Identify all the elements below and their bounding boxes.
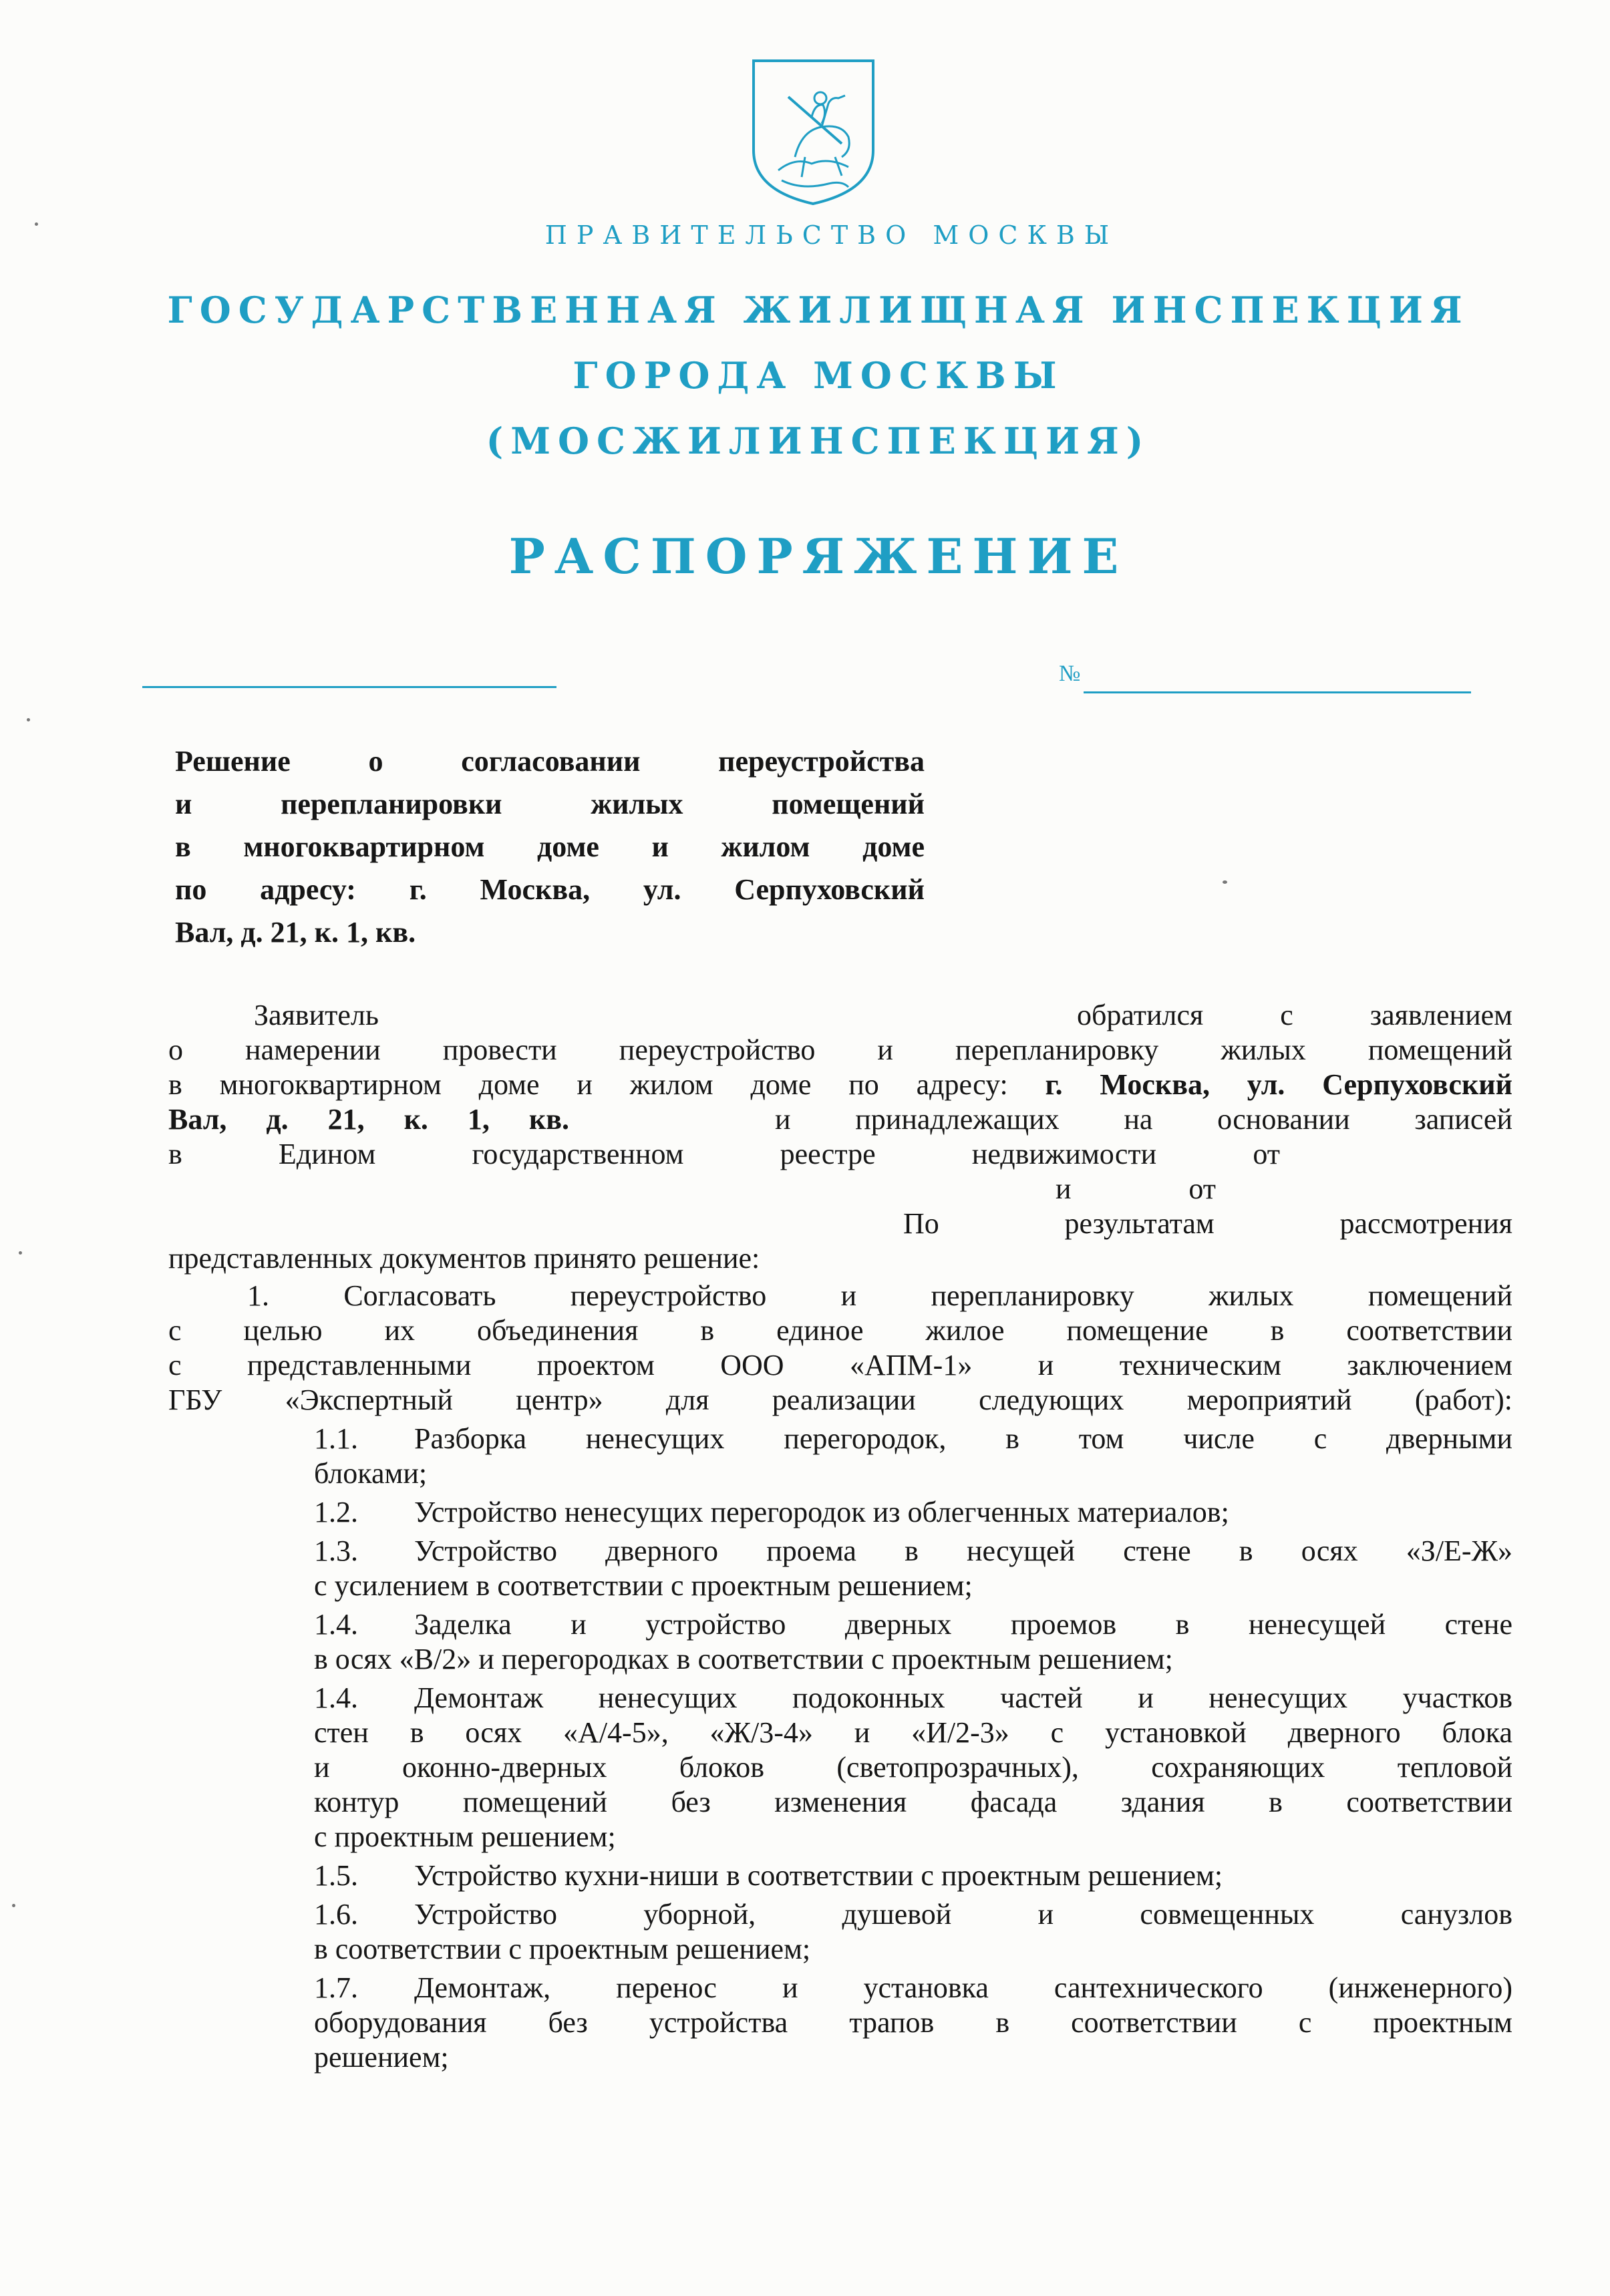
document-type-title: РАСПОРЯЖЕНИЕ (508, 528, 1128, 585)
scan-speck (19, 1251, 22, 1255)
body-text: о намерении провести переустройство и перепланировку жилых помещений (168, 1033, 1512, 1066)
subject-line: по адресу: г. Москва, ул. Серпуховский (175, 873, 925, 906)
moscow-coat-of-arms-icon (748, 57, 878, 207)
body-text: По результатам рассмотрения (903, 1207, 1512, 1240)
list-item: решением; (314, 2041, 449, 2074)
list-item: 1.7. Демонтаж, перенос и установка сантехнического (инженерного) (314, 1971, 1512, 2004)
body-text: Заявитель (254, 999, 379, 1031)
list-item: 1.3. Устройство дверного проема в несущей стене в осях «З/Е-Ж» (314, 1534, 1512, 1567)
decision-text: ГБУ «Экспертный центр» для реализации следующих мероприятий (работ): (168, 1383, 1512, 1416)
decision-text: с целью их объединения в единое жилое помещение в соответствии (168, 1314, 1512, 1347)
body-text: представленных документов принято решение: (168, 1242, 760, 1275)
list-item: 1.5. Устройство кухни-ниши в соответствии с проектным решением; (314, 1859, 1223, 1892)
body-text: в многоквартирном доме и жилом доме по адресу: г. Москва, ул. Серпуховский (168, 1068, 1512, 1101)
subject-line: Решение о согласовании переустройства (175, 745, 925, 778)
subject-line: в многоквартирном доме и жилом доме (175, 830, 925, 863)
body-text: и принадлежащих на основании записей (775, 1103, 1512, 1136)
number-mark: № (1059, 661, 1081, 686)
body-text: и от (1056, 1172, 1216, 1205)
inspection-title-line2: ГОРОДА МОСКВЫ (573, 354, 1064, 397)
list-item: 1.2. Устройство ненесущих перегородок из облегченных материалов; (314, 1496, 1229, 1528)
list-item: стен в осях «А/4-5», «Ж/3-4» и «И/2-3» с установкой дверного блока (314, 1716, 1512, 1749)
subject-line: Вал, д. 21, к. 1, кв. (175, 916, 416, 949)
scan-speck (35, 222, 38, 226)
list-item: с усилением в соответствии с проектным решением; (314, 1569, 973, 1602)
list-item: в соответствии с проектным решением; (314, 1933, 811, 1965)
scan-speck (27, 718, 30, 721)
body-text: в Едином государственном реестре недвижимости от (168, 1138, 1280, 1170)
list-item: с проектным решением; (314, 1820, 616, 1853)
decision-text: с представленными проектом ООО «АПМ-1» и техническим заключением (168, 1349, 1512, 1381)
decision-text: 1. Согласовать переустройство и перепланировку жилых помещений (247, 1279, 1512, 1312)
body-text: обратился с заявлением (1077, 999, 1512, 1031)
list-item: 1.1. Разборка ненесущих перегородок, в том числе с дверными (314, 1422, 1512, 1455)
number-field-line (1084, 691, 1471, 693)
list-item: контур помещений без изменения фасада здания в соответствии (314, 1786, 1512, 1818)
list-item: оборудования без устройства трапов в соответствии с проектным (314, 2006, 1512, 2039)
inspection-title-line1: ГОСУДАРСТВЕННАЯ ЖИЛИЩНАЯ ИНСПЕКЦИЯ (167, 289, 1470, 331)
list-item: в осях «В/2» и перегородках в соответствии с проектным решением; (314, 1643, 1173, 1675)
list-item: 1.4. Демонтаж ненесущих подоконных частей и ненесущих участков (314, 1681, 1512, 1714)
list-item: 1.6. Устройство уборной, душевой и совмещенных санузлов (314, 1898, 1512, 1931)
government-title: ПРАВИТЕЛЬСТВО МОСКВЫ (544, 220, 1119, 250)
date-field-line (142, 686, 556, 688)
inspection-title-line3: (МОСЖИЛИНСПЕКЦИЯ) (486, 420, 1151, 462)
subject-line: и перепланировки жилых помещений (175, 788, 925, 820)
body-text: Вал, д. 21, к. 1, кв. (168, 1103, 569, 1136)
scan-speck (12, 1904, 15, 1907)
scan-speck (1223, 880, 1227, 884)
list-item: 1.4. Заделка и устройство дверных проемов в ненесущей стене (314, 1608, 1512, 1641)
list-item: и оконно-дверных блоков (светопрозрачных), сохраняющих тепловой (314, 1751, 1512, 1784)
list-item: блоками; (314, 1457, 428, 1490)
